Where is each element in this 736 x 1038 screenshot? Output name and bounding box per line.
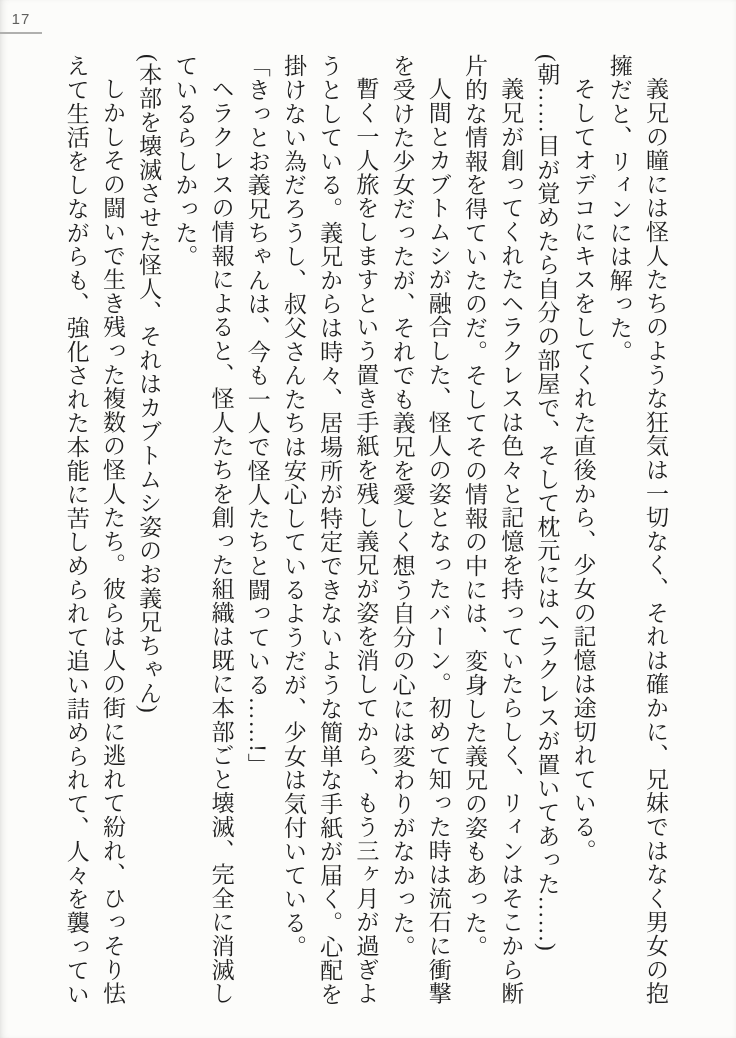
vertical-text-block: [58, 54, 673, 1010]
page-number-rule: [0, 11, 42, 34]
text-line: しかしその闘いで生き残った複数の怪人たち。彼らは人の街に逃れて紛れ、ひっそり怯: [99, 77, 125, 1006]
text-line: 片的な情報を得ていたのだ。そしてその情報の中には、変身した義兄の姿もあった。: [461, 54, 487, 959]
text-line: を受けた少女だったが、それでも義兄を愛しく想う自分の心には変わりがなかった。: [389, 54, 415, 959]
text-line: 「きっとお義兄ちゃんは、今も一人で怪人たちと闘っている……!」: [244, 54, 270, 777]
text-line: 義兄の瞳には怪人たちのような狂気は一切なく、それは確かに、兄妹ではなく男女の抱: [643, 77, 668, 1006]
text-line: ているらしかった。: [172, 54, 198, 269]
text-line: そしてオデコにキスをしてくれた直後から、少女の記憶は途切れている。: [570, 77, 596, 863]
text-line: ヘラクレスの情報によると、怪人たちを創った組織は既に本部ごと壊滅、完全に消滅し: [208, 77, 234, 1006]
text-line: うとしている。義兄からは時々、居場所が特定できないような簡単な手紙が届く。心配を: [317, 54, 343, 1006]
text-line: (本部を壊滅させた怪人、それはカブトムシ姿のお義兄ちゃん): [136, 54, 162, 714]
text-line: (朝……目が覚めたら自分の部屋で、そして枕元にはヘラクレスが置いてあった……): [534, 54, 560, 952]
text-line: 人間とカブトムシが融合した、怪人の姿となったバーン。初めて知った時は流石に衝撃: [425, 77, 451, 1006]
text-line: 掛けない為だろうし、叔父さんたちは安心しているようだが、少女は気付いている。: [280, 54, 306, 959]
text-line: 義兄が創ってくれたヘラクレスは色々と記憶を持っていたらしく、リィンはそこから断: [498, 77, 524, 1006]
text-line: 暫く一人旅をしますという置き手紙を残し義兄が姿を消してから、もう三ヶ月が過ぎよ: [353, 77, 379, 1006]
text-line: 擁だと、リィンには解った。: [606, 54, 632, 364]
page-number: 17: [11, 11, 31, 28]
text-line: えて生活をしながらも、強化された本能に苦しめられて追い詰められて、人々を襲ってい: [63, 54, 89, 1006]
